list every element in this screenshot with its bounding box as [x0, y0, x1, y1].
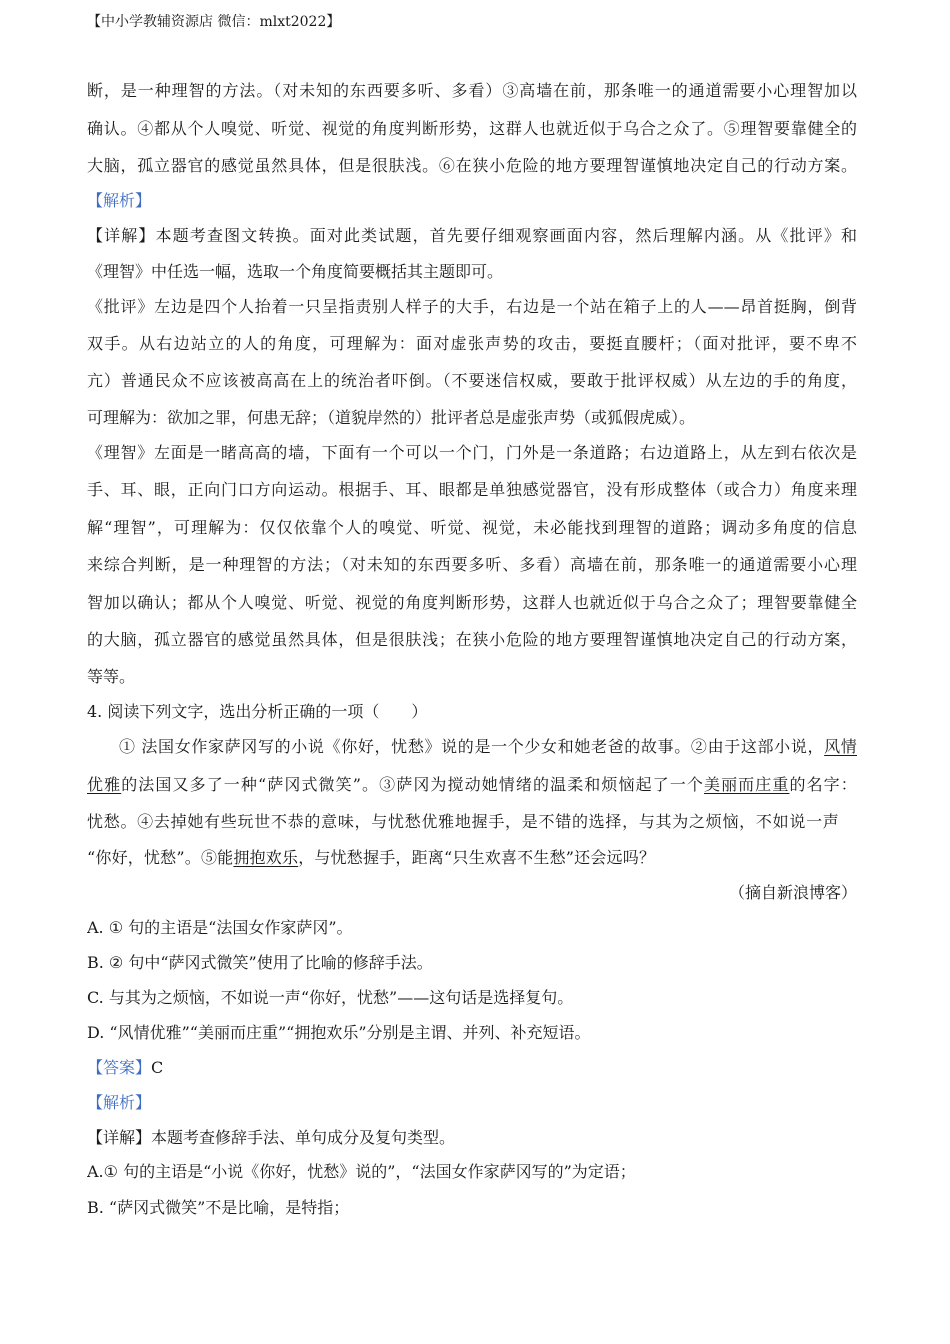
option-b: B. ② 句中“萨冈式微笑”使用了比喻的修辞手法。 — [87, 953, 433, 972]
answer-value: C — [151, 1058, 164, 1077]
text-line: 来综合判断，是一种理智的方法；（对未知的东西要多听、多看）高墙在前，那条唯一的通道需要小心理 — [87, 555, 857, 574]
text-line: 大脑，孤立器官的感觉虽然具体，但是很肤浅。⑥在狭小危险的地方要理智谨慎地决定自己的行动方案。 — [87, 156, 857, 175]
text-line: 断，是一种理智的方法。（对未知的东西要多听、多看）③高墙在前，那条唯一的通道需要小心理智加以 — [87, 81, 857, 100]
analysis-label: 【解析】 — [87, 1093, 152, 1112]
passage-line — [87, 773, 857, 797]
passage-line: 忧愁。④去掉她有些玩世不恭的意味，与忧愁优雅地握手，是不错的选择，与其为之烦恼，不如说一声 — [87, 812, 839, 831]
option-c: C. 与其为之烦恼，不如说一声“你好，忧愁”——这句话是选择复句。 — [87, 988, 574, 1007]
analysis-label: 【解析】 — [87, 191, 152, 210]
answer-line — [87, 1056, 857, 1080]
passage-line — [87, 846, 857, 870]
detail-label: 【详解】 — [87, 226, 156, 245]
passage-line — [119, 735, 857, 759]
text-line: 智加以确认；都从个人嗅觉、听觉、视觉的角度判断形势，这群人也就近似于乌合之众了；理智要靠健全 — [87, 593, 857, 612]
answer-label: 【答案】 — [87, 1058, 152, 1077]
text-line: 亢）普通民众不应该被高高在上的统治者吓倒。（不要迷信权威，要敢于批评权威）从左边的手的角度， — [87, 371, 857, 390]
detail-text: 本题考查修辞手法、单句成分及复句类型。 — [151, 1128, 456, 1147]
passage-source: （摘自新浪博客） — [728, 883, 857, 902]
underlined-phrase: 风情 — [824, 737, 857, 756]
detail-line — [87, 224, 857, 248]
passage-text: 的名字： — [789, 775, 857, 794]
option-a: A. ① 句的主语是“法国女作家萨冈”。 — [87, 918, 353, 937]
underlined-phrase: 美丽而庄重 — [703, 775, 790, 794]
text-line: 《理智》左面是一睹高高的墙，下面有一个可以一个门，门外是一条道路；右边道路上，从左到右依次是 — [87, 443, 857, 462]
detail-label: 【详解】 — [87, 1128, 152, 1147]
explanation-line: B. “萨冈式微笑”不是比喻，是特指； — [87, 1198, 350, 1217]
text-line: 解“理智”，可理解为：仅仅依靠个人的嗅觉、听觉、视觉，未必能找到理智的道路；调动多角度的信息 — [87, 518, 857, 537]
explanation-line: A.① 句的主语是“小说《你好，忧愁》说的”，“法国女作家萨冈写的”为定语； — [87, 1162, 636, 1181]
passage-text: ① 法国女作家萨冈写的小说《你好，忧愁》说的是一个少女和她老爸的故事。②由于这部小说， — [119, 737, 825, 756]
question-stem: 4. 阅读下列文字，选出分析正确的一项（ ） — [87, 702, 428, 721]
detail-text: 本题考查图文转换。面对此类试题，首先要仔细观察画面内容，然后理解内涵。从《批评》和 — [155, 226, 857, 245]
text-line: 的大脑，孤立器官的感觉虽然具体，但是很肤浅；在狭小危险的地方要理智谨慎地决定自己的行动方案， — [87, 630, 857, 649]
option-d: D. “风情优雅”“美丽而庄重”“拥抱欢乐”分别是主谓、并列、补充短语。 — [87, 1023, 591, 1042]
underlined-phrase: 优雅 — [87, 775, 122, 794]
text-line: 确认。④都从个人嗅觉、听觉、视觉的角度判断形势，这群人也就近似于乌合之众了。⑤理智要靠健全的 — [87, 119, 857, 138]
passage-text: ，与忧愁握手，距离“只生欢喜不生愁”还会远吗？ — [298, 848, 656, 867]
text-line: 可理解为：欲加之罪，何患无辞；（道貌岸然的）批评者总是虚张声势（或狐假虎威）。 — [87, 408, 696, 427]
text-line: 《批评》左边是四个人抬着一只呈指责别人样子的大手，右边是一个站在箱子上的人——昂首挺胸，倒背 — [87, 297, 857, 316]
text-line: 《理智》中任选一幅，选取一个角度简要概括其主题即可。 — [87, 262, 504, 281]
text-line: 双手。从右边站立的人的角度，可理解为：面对虚张声势的攻击，要挺直腰杆；（面对批评，要不卑不 — [87, 334, 857, 353]
text-line: 手、耳、眼，正向门口方向运动。根据手、耳、眼都是单独感觉器官，没有形成整体（或合力）角度来理 — [87, 480, 857, 499]
passage-text: “你好，忧愁”。⑤能 — [87, 848, 234, 867]
passage-text: 的法国又多了一种“萨冈式微笑”。③萨冈为搅动她情绪的温柔和烦恼起了一个 — [121, 775, 704, 794]
detail-line — [87, 1126, 857, 1150]
underlined-phrase: 拥抱欢乐 — [233, 848, 299, 867]
text-line: 等等。 — [87, 667, 136, 686]
page-header: 【中小学教辅资源店 微信：mlxt2022】 — [87, 14, 341, 30]
